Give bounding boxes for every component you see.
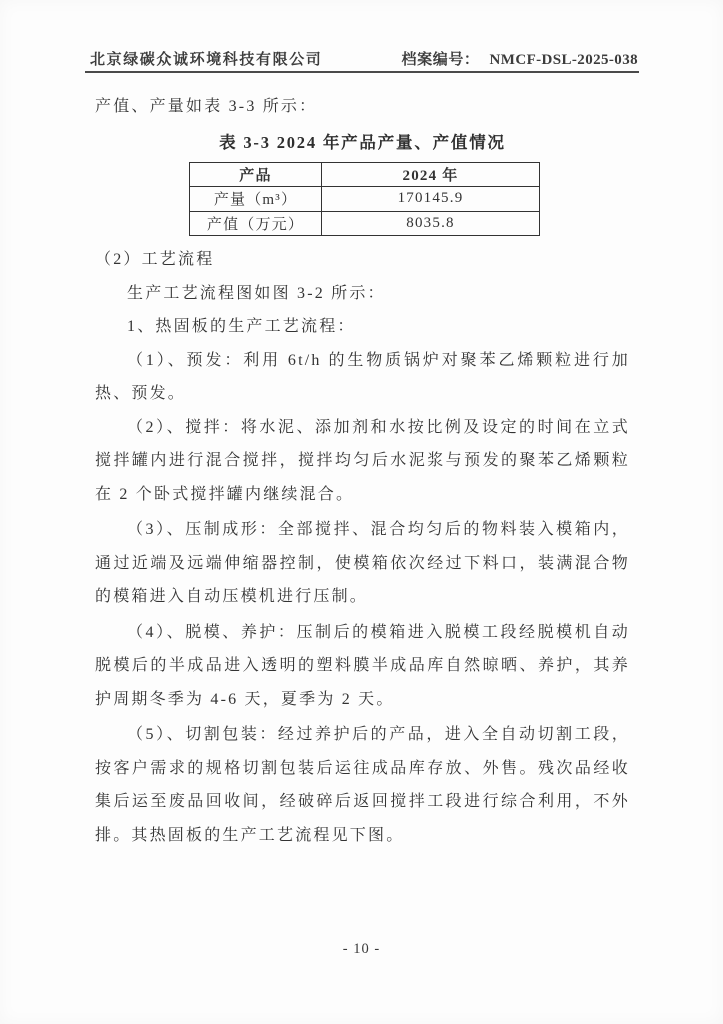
page-number: - 10 - xyxy=(342,941,381,957)
document-body xyxy=(95,90,630,852)
intro-paragraph: 产值、产量如表 3-3 所示： xyxy=(95,98,318,115)
header-company-name: 北京绿碳众诚环境科技有限公司 xyxy=(90,52,323,68)
table-cell-output-label: 产量（m³） xyxy=(190,187,322,212)
para-step-1-prefoaming: （1）、预发：利用 6t/h 的生物质锅炉对聚苯乙烯颗粒进行加热、预发。 xyxy=(95,351,630,402)
page-header xyxy=(90,48,638,69)
para-step-2-mixing: （2）、搅拌：将水泥、添加剂和水按比例及设定的时间在立式搅拌罐内进行混合搅拌，搅拌均匀后水泥浆与预发的聚苯乙烯颗粒在 2 个卧式搅拌罐内继续混合。 xyxy=(95,418,630,503)
archive-number-value: NMCF-DSL-2025-038 xyxy=(489,52,638,68)
para-step-list-title: 1、热固板的生产工艺流程： xyxy=(127,318,356,335)
table-col-header-year: 2024 年 xyxy=(322,162,540,187)
page-footer xyxy=(0,941,723,958)
archive-number-label: 档案编号： xyxy=(401,52,480,68)
production-output-table xyxy=(189,162,540,237)
table-cell-output-value: 170145.9 xyxy=(322,187,540,212)
header-rule xyxy=(85,71,639,73)
table-cell-value-label: 产值（万元） xyxy=(190,211,322,236)
table-col-header-product: 产品 xyxy=(190,162,322,187)
table-header-row xyxy=(190,162,540,187)
table-row xyxy=(190,187,540,212)
para-process-flow-intro: 生产工艺流程图如图 3-2 所示： xyxy=(127,284,386,302)
para-step-3-press-forming: （3）、压制成形：全部搅拌、混合均匀后的物料装入模箱内，通过近端及远端伸缩器控制，使模箱依次经过下料口，装满混合物的模箱进入自动压模机进行压制。 xyxy=(95,521,630,605)
table-row xyxy=(190,211,540,236)
table-title: 表 3-3 2024 年产品产量、产值情况 xyxy=(219,132,506,152)
para-step-5-cutting-packing: （5）、切割包装：经过养护后的产品，进入全自动切割工段，按客户需求的规格切割包装后运往成品库存放、外售。残次品经收集后运至废品回收间，经破碎后返回搅拌工段进行综合利用，不外排。其热固板的生产工艺流程见下图。 xyxy=(95,726,630,844)
header-archive xyxy=(402,48,638,69)
table-cell-value-value: 8035.8 xyxy=(322,211,540,236)
section-heading-process-flow: （2）工艺流程 xyxy=(95,251,215,268)
para-step-4-demold-curing: （4）、脱模、养护：压制后的模箱进入脱模工段经脱模机自动脱模后的半成品进入透明的塑料膜半成品库自然晾晒、养护，其养护周期冬季为 4-6 天，夏季为 2 天。 xyxy=(95,623,630,708)
